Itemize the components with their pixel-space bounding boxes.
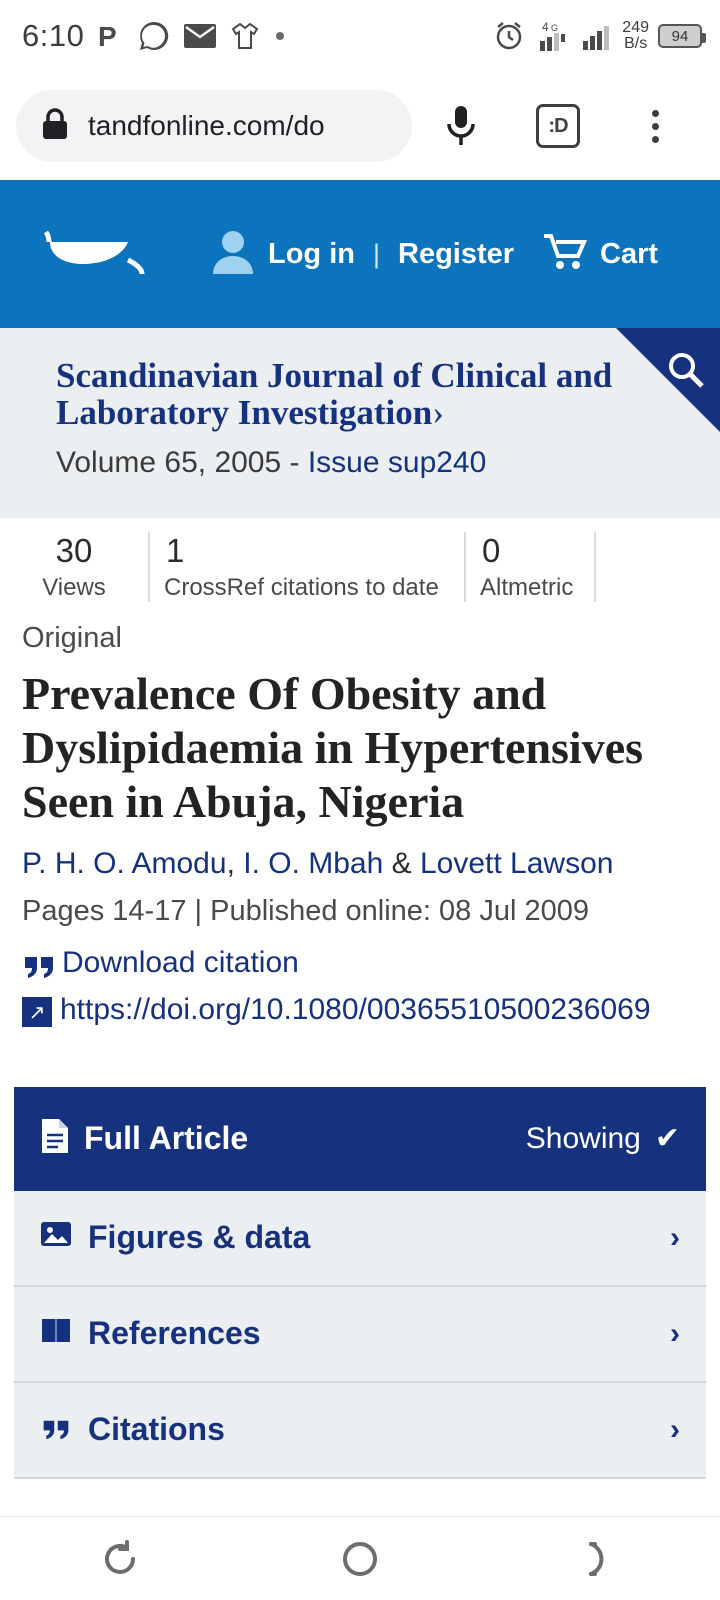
cart-label: Cart: [600, 237, 659, 270]
battery-indicator: [658, 24, 702, 48]
taylor-and-francis-logo[interactable]: [40, 224, 172, 284]
journal-title-link[interactable]: [0, 358, 720, 432]
browser-toolbar: [0, 72, 720, 180]
tab-figures-and-data[interactable]: [14, 1191, 706, 1287]
tab-switcher-button[interactable]: [522, 90, 594, 162]
recent-apps-icon[interactable]: [65, 1538, 175, 1580]
tab-citations[interactable]: [14, 1383, 706, 1479]
author-link[interactable]: I. O. Mbah: [243, 847, 384, 881]
download-citation-link[interactable]: Download citation: [62, 946, 299, 980]
signal-4g-icon: [534, 19, 572, 53]
signal-icon: [581, 21, 613, 51]
status-bar: [0, 0, 720, 72]
status-bar-right: [493, 19, 702, 53]
metrics-bar: [0, 518, 720, 610]
site-header: [0, 180, 720, 328]
alarm-icon: [493, 20, 525, 52]
metric-views-value: 30: [55, 532, 93, 569]
svg-text:4: 4: [542, 20, 549, 34]
data-rate-value: 249: [622, 18, 649, 36]
web-page: [0, 180, 720, 1516]
quote-icon: [40, 1411, 72, 1449]
chevron-right-icon: ›: [670, 1220, 680, 1254]
metric-altmetric-label: Altmetric: [480, 574, 574, 601]
author-link[interactable]: P. H. O. Amodu: [22, 847, 227, 881]
dot-icon: [274, 30, 286, 42]
status-time: 6:10: [22, 18, 85, 53]
cart-button[interactable]: [542, 232, 658, 277]
cart-icon: [542, 232, 588, 277]
back-icon[interactable]: [545, 1538, 655, 1580]
journal-volume: Volume 65, 2005 -: [56, 445, 308, 479]
doi-row[interactable]: [0, 985, 720, 1029]
metric-altmetric: [466, 532, 596, 602]
doi-link[interactable]: https://doi.org/10.1080/00365510500236069: [60, 993, 651, 1027]
author-list: [0, 828, 720, 883]
data-rate: [622, 20, 649, 53]
external-link-icon: ↗: [22, 997, 52, 1027]
journal-band: [0, 328, 720, 518]
issue-link[interactable]: Issue sup240: [307, 445, 487, 479]
tab-citations-label: Citations: [88, 1411, 225, 1448]
metric-crossref: [150, 532, 466, 602]
status-bar-left: [22, 18, 286, 54]
header-separator: |: [372, 238, 380, 269]
author-link[interactable]: Lovett Lawson: [419, 847, 614, 881]
kebab-menu-icon[interactable]: [619, 90, 691, 162]
author-sep: &: [383, 847, 420, 881]
url-text: tandfonline.com/do: [88, 110, 325, 141]
tab-references[interactable]: [14, 1287, 706, 1383]
quote-icon: [22, 946, 56, 985]
data-rate-unit: B/s: [624, 35, 648, 52]
metric-spacer: [596, 532, 720, 602]
tab-full-article-label: Full Article: [84, 1120, 249, 1157]
paytm-icon: [98, 21, 124, 51]
tab-figures-label: Figures & data: [88, 1219, 311, 1256]
page-title: Prevalence Of Obesity and Dyslipidaemia in Hypertensives Seen in Abuja, Nigeria: [22, 668, 644, 827]
mail-icon: [184, 24, 216, 48]
svg-text:P: P: [98, 21, 118, 51]
tab-full-article-state: Showing: [525, 1121, 641, 1155]
image-icon: [40, 1219, 72, 1257]
chevron-right-icon: ›: [670, 1412, 680, 1446]
metric-crossref-label: CrossRef citations to date: [164, 574, 439, 601]
header-nav: [210, 228, 658, 281]
tab-references-label: References: [88, 1315, 261, 1352]
download-citation-row[interactable]: [0, 928, 720, 985]
journal-issue: [0, 432, 720, 480]
svg-text:G: G: [551, 23, 559, 33]
book-icon: [40, 1315, 72, 1353]
user-icon[interactable]: [210, 228, 256, 281]
check-icon: ✔: [654, 1122, 680, 1156]
microphone-icon[interactable]: [425, 90, 497, 162]
login-link[interactable]: Log in: [268, 237, 355, 270]
journal-title-chevron: ›: [432, 392, 444, 432]
lock-icon: [40, 107, 70, 146]
article-type: Original: [22, 622, 122, 654]
android-nav-bar: [0, 1516, 720, 1600]
article-pages-published: Pages 14-17 | Published online: 08 Jul 2009: [22, 895, 590, 928]
metric-altmetric-value: 0: [482, 532, 501, 569]
tab-count: :D: [536, 104, 580, 148]
address-bar[interactable]: [16, 90, 412, 162]
shirt-icon: [230, 21, 260, 51]
toolbar-actions: [412, 90, 704, 162]
journal-title-text: Scandinavian Journal of Clinical and Laboratory Investigation: [56, 356, 613, 432]
author-sep: ,: [226, 847, 244, 881]
document-icon: [40, 1117, 70, 1161]
metric-views: [0, 532, 150, 602]
tab-full-article[interactable]: [14, 1087, 706, 1191]
register-link[interactable]: Register: [398, 237, 515, 270]
chevron-right-icon: ›: [670, 1316, 680, 1350]
metric-crossref-value: 1: [166, 532, 185, 569]
metric-views-label: Views: [42, 574, 106, 601]
battery-level: 94: [671, 27, 689, 45]
article-section-tabs: [14, 1087, 706, 1479]
whatsapp-icon: [138, 20, 170, 52]
home-icon[interactable]: [305, 1538, 415, 1580]
